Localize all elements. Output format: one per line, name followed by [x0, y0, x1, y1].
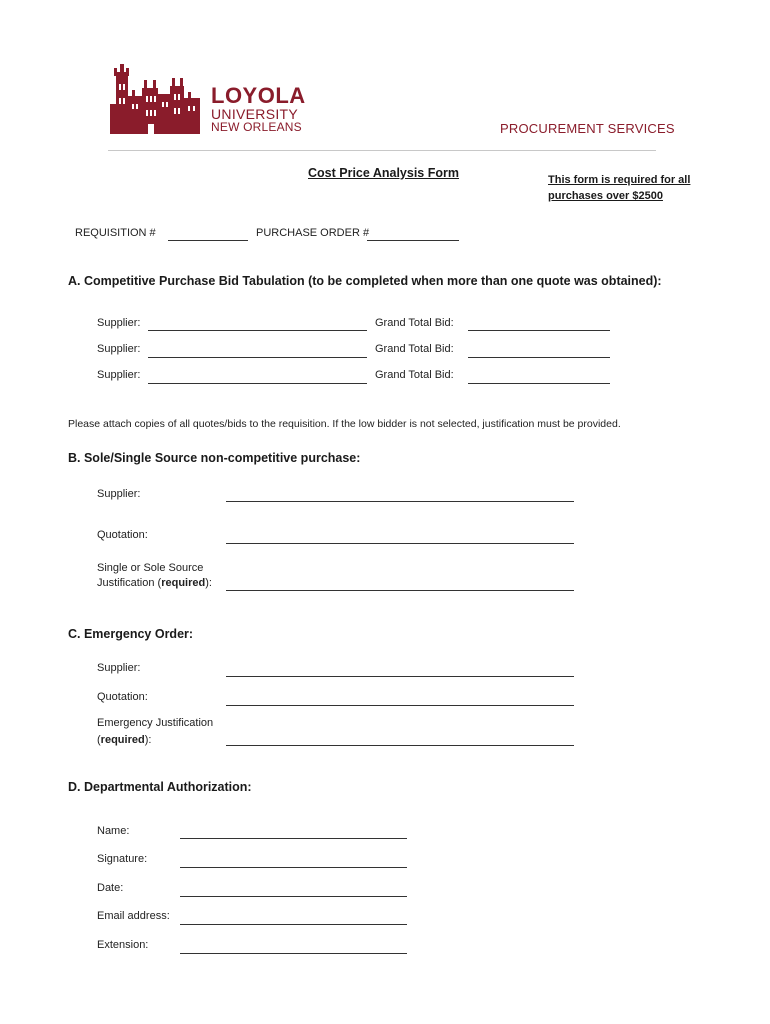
quotation-label: Quotation:: [97, 529, 148, 541]
supplier-field-2[interactable]: [148, 357, 367, 358]
section-b-title: B. Sole/Single Source non-competitive purchase:: [68, 451, 361, 465]
notice-line-2: purchases over $2500: [548, 190, 663, 202]
emergency-justification-line-2: [97, 732, 213, 749]
attachment-note: Please attach copies of all quotes/bids to the requisition. If the low bidder is not selected, justification must be provided.: [68, 418, 621, 430]
section-c-title: C. Emergency Order:: [68, 627, 194, 641]
email-address-label: Email address:: [97, 910, 170, 922]
sole-source-justification-label: [97, 561, 212, 591]
required-text: required: [161, 577, 206, 589]
requirement-notice: [548, 172, 690, 204]
logo-line-2: UNIVERSITY: [211, 106, 299, 122]
justification-suffix: ):: [205, 577, 212, 589]
supplier-label: Supplier:: [97, 343, 141, 355]
supplier-label: Supplier:: [97, 662, 141, 674]
justification-prefix: (: [97, 734, 101, 746]
purchase-order-field[interactable]: [367, 240, 459, 241]
date-label: Date:: [97, 882, 124, 894]
sole-source-justification-field[interactable]: [226, 590, 574, 591]
grand-total-bid-label: Grand Total Bid:: [375, 317, 454, 329]
department-name: PROCUREMENT SERVICES: [500, 121, 675, 136]
name-field[interactable]: [180, 838, 407, 839]
logo-line-1: LOYOLA: [211, 83, 306, 108]
justification-suffix: ):: [144, 734, 152, 746]
supplier-label: Supplier:: [97, 369, 141, 381]
sole-source-quotation-field[interactable]: [226, 543, 574, 544]
justification-prefix: Justification (: [97, 577, 162, 589]
requisition-label: REQUISITION #: [75, 227, 156, 239]
emergency-supplier-field[interactable]: [226, 676, 574, 677]
emergency-justification-line-1: Emergency Justification: [97, 717, 214, 729]
section-a-title: A. Competitive Purchase Bid Tabulation (to be completed when more than one quote was obtained):: [68, 274, 662, 288]
supplier-label: Supplier:: [97, 488, 141, 500]
grand-total-bid-field-3[interactable]: [468, 383, 610, 384]
grand-total-bid-field-2[interactable]: [468, 357, 610, 358]
name-label: Name:: [97, 825, 130, 837]
date-field[interactable]: [180, 896, 407, 897]
supplier-field-3[interactable]: [148, 383, 367, 384]
emergency-quotation-field[interactable]: [226, 705, 574, 706]
logo-line-3: NEW ORLEANS: [211, 120, 302, 134]
supplier-field-1[interactable]: [148, 330, 367, 331]
emergency-justification-label: [97, 715, 213, 749]
sole-source-supplier-field[interactable]: [226, 501, 574, 502]
form-title: Cost Price Analysis Form: [308, 166, 459, 180]
header-divider: [108, 150, 656, 151]
supplier-label: Supplier:: [97, 317, 141, 329]
emergency-justification-field[interactable]: [226, 745, 574, 746]
email-address-field[interactable]: [180, 924, 407, 925]
grand-total-bid-field-1[interactable]: [468, 330, 610, 331]
extension-field[interactable]: [180, 953, 407, 954]
building-icon: [108, 64, 204, 136]
required-text: required: [100, 734, 145, 746]
grand-total-bid-label: Grand Total Bid:: [375, 369, 454, 381]
grand-total-bid-label: Grand Total Bid:: [375, 343, 454, 355]
requisition-field[interactable]: [168, 240, 248, 241]
signature-field[interactable]: [180, 867, 407, 868]
purchase-order-label: PURCHASE ORDER #: [256, 227, 370, 239]
quotation-label: Quotation:: [97, 691, 148, 703]
extension-label: Extension:: [97, 939, 149, 951]
university-logo: [108, 64, 308, 136]
signature-label: Signature:: [97, 853, 148, 865]
section-d-title: D. Departmental Authorization:: [68, 780, 252, 794]
notice-line-1: This form is required for all: [548, 174, 691, 186]
justification-line-2: [97, 576, 212, 591]
justification-line-1: Single or Sole Source: [97, 562, 204, 574]
